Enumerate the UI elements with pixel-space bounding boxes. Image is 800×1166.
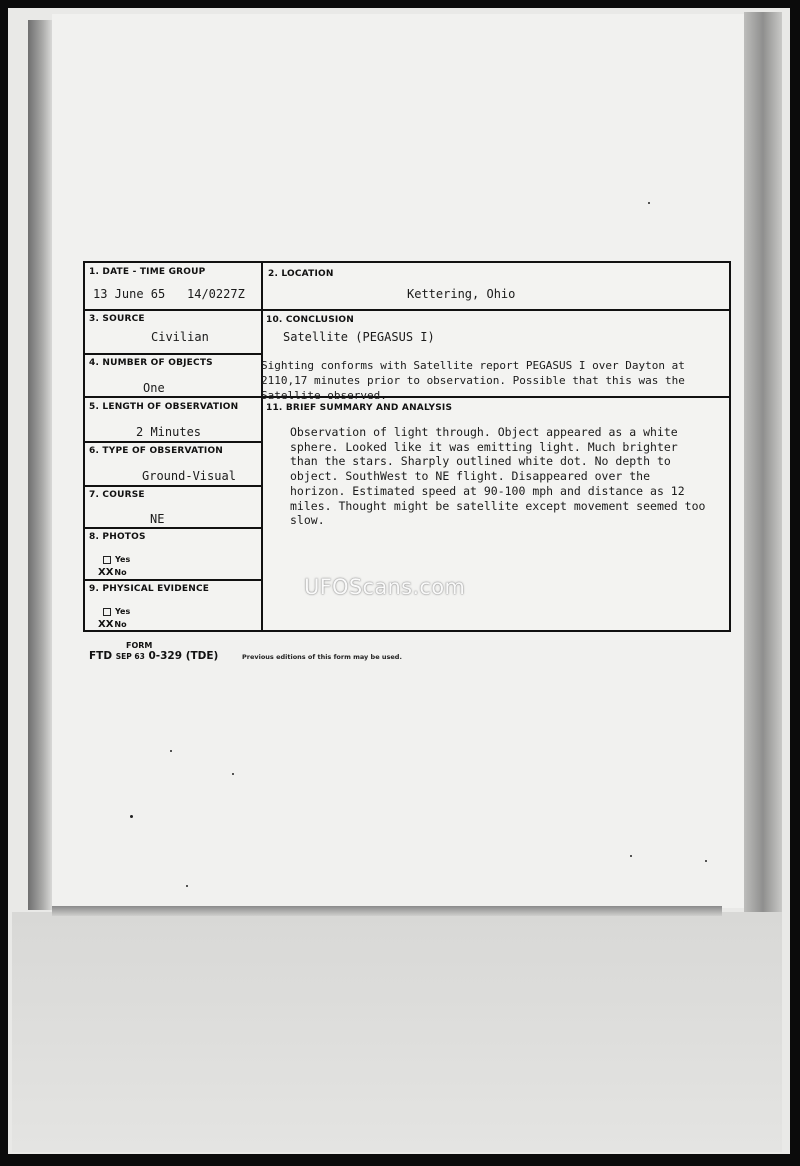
summary-line: than the stars. Sharply outlined white dot. No depth to [290, 454, 671, 469]
page-shadow [52, 906, 722, 916]
row-divider [85, 396, 261, 398]
photos-label: 8. PHOTOS [89, 532, 146, 542]
checkbox-icon [103, 608, 111, 616]
source-label: 3. SOURCE [89, 314, 145, 324]
length-of-observation-value: 2 Minutes [136, 425, 202, 439]
dust-speck [630, 855, 632, 857]
sheet-edge-left [28, 20, 52, 910]
conclusion-value: Satellite (PEGASUS I) [283, 330, 435, 344]
photos-yes-label: Yes [115, 555, 131, 564]
conclusion-note-line: 2110,17 minutes prior to observation. Possible that this was the [261, 374, 685, 387]
dust-speck [705, 860, 707, 862]
number-of-objects-label: 4. NUMBER OF OBJECTS [89, 358, 213, 368]
physical-evidence-yes-label: Yes [115, 607, 131, 616]
footer-form-word: FORM [126, 641, 153, 650]
type-of-observation-value: Ground-Visual [142, 469, 236, 483]
number-of-objects-value: One [143, 381, 165, 395]
conclusion-note-line: Sighting conforms with Satellite report PEGASUS I over Dayton at [261, 359, 685, 372]
column-divider [261, 263, 263, 630]
length-of-observation-label: 5. LENGTH OF OBSERVATION [89, 402, 239, 412]
photos-no-option [98, 567, 127, 578]
summary-text [290, 425, 705, 528]
checkbox-icon [103, 556, 111, 564]
row-divider [85, 353, 261, 355]
dust-speck [648, 202, 650, 204]
photos-yes-option [103, 555, 130, 564]
footer-number: 0-329 (TDE) [148, 650, 219, 662]
conclusion-note-line: Satellite observed. [261, 389, 387, 402]
location-value: Kettering, Ohio [407, 287, 516, 301]
row-divider [85, 309, 261, 311]
dust-speck [130, 815, 133, 818]
time-value: 14/0227Z [187, 287, 245, 301]
watermark: UFOScans.com [304, 575, 466, 599]
summary-line: miles. Thought might be satellite except movement seemed too [290, 498, 706, 513]
sheet-edge-right [744, 12, 782, 912]
photos-no-label: No [114, 568, 127, 577]
summary-line: sphere. Looked like it was emitting light. Much brighter [290, 439, 678, 454]
summary-line: Observation of light through. Object appeared as a white [290, 425, 678, 439]
footer-form-number [89, 650, 218, 662]
summary-line: object. SouthWest to NE flight. Disappeared over the [290, 469, 651, 484]
row-divider [261, 309, 731, 311]
type-of-observation-label: 6. TYPE OF OBSERVATION [89, 446, 224, 456]
summary-line: horizon. Estimated speed at 90-100 mph and distance as 12 [290, 483, 685, 498]
source-value: Civilian [151, 330, 209, 344]
physical-evidence-label: 9. PHYSICAL EVIDENCE [89, 584, 210, 594]
row-divider [85, 579, 261, 581]
dust-speck [170, 750, 172, 752]
row-divider [85, 485, 261, 487]
scan-lower-area [12, 912, 782, 1152]
course-label: 7. COURSE [89, 490, 145, 500]
footer-ftd: FTD [89, 650, 113, 662]
conclusion-label: 10. CONCLUSION [266, 315, 355, 325]
dust-speck [232, 773, 234, 775]
physical-evidence-no-label: No [114, 620, 127, 629]
row-divider [85, 527, 261, 529]
course-value: NE [150, 512, 165, 526]
checked-x-icon: XX [98, 567, 114, 578]
location-label: 2. LOCATION [268, 269, 334, 279]
footer-note: Previous editions of this form may be used. [242, 653, 402, 661]
physical-evidence-yes-option [103, 607, 130, 616]
conclusion-note [261, 358, 685, 402]
checked-x-icon: XX [98, 619, 114, 630]
physical-evidence-no-option [98, 619, 127, 630]
date-time-label: 1. DATE - TIME GROUP [89, 267, 206, 277]
row-divider [85, 441, 261, 443]
summary-label: 11. BRIEF SUMMARY AND ANALYSIS [266, 403, 453, 413]
date-value: 13 June 65 [93, 287, 166, 301]
dust-speck [186, 885, 188, 887]
summary-line: slow. [290, 513, 325, 528]
footer-date: SEP 63 [115, 652, 145, 661]
